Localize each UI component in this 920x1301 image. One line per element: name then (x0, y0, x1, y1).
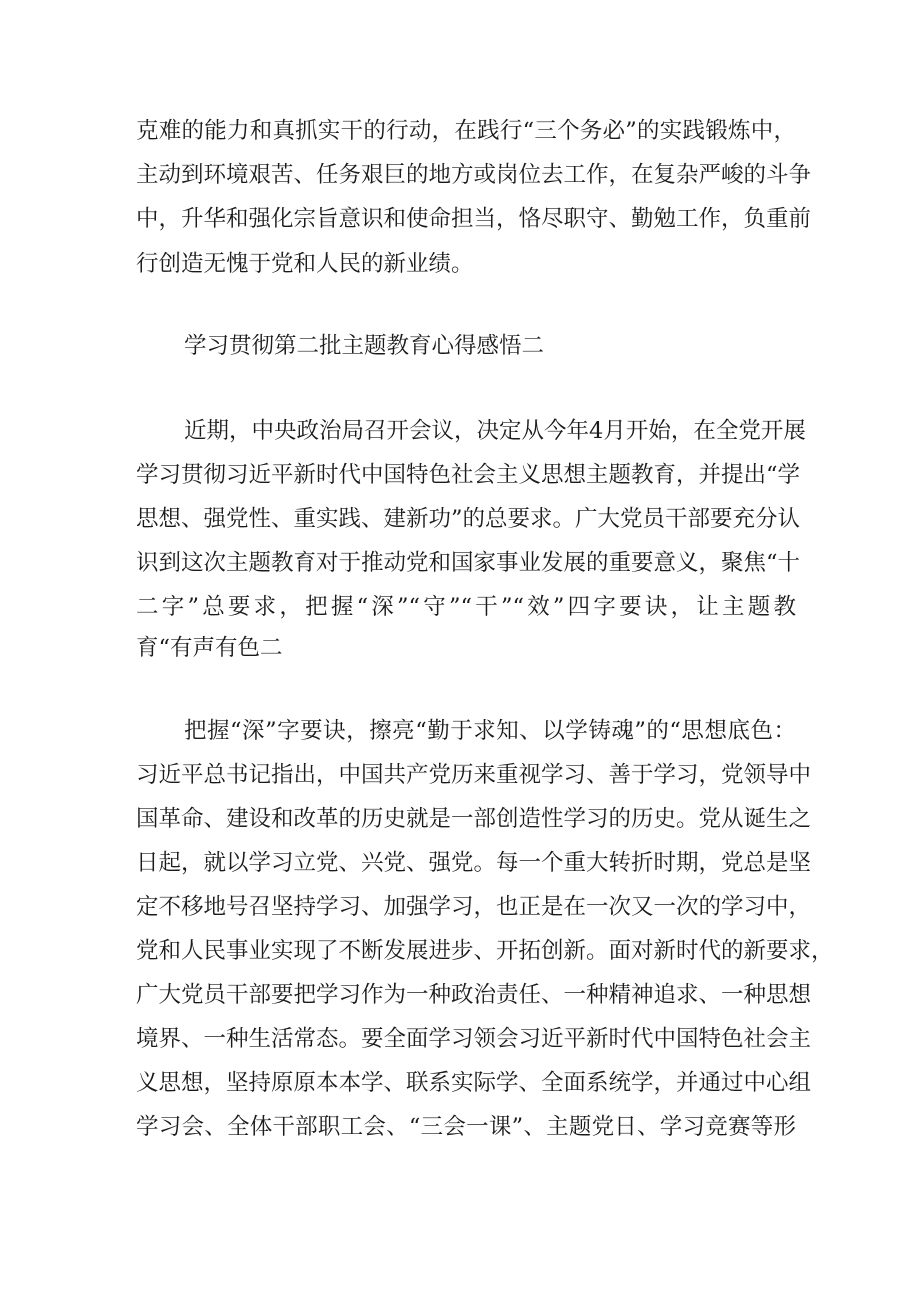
paragraph-line: 习近平总书记指出，中国共产党历来重视学习、善于学习，党领导中 (136, 762, 812, 788)
paragraph-line: 二字”总要求，把握“深”“守”“干”“效”四字要诀，让主题教 (136, 594, 796, 620)
paragraph-line: 中，升华和强化宗旨意识和使命担当，恪尽职守、勤勉工作，负重前 (136, 206, 812, 232)
paragraph-line: 国革命、建设和改革的历史就是一部创造性学习的历史。党从诞生之 (136, 806, 812, 832)
paragraph-line: 学习贯彻习近平新时代中国特色社会主义思想主题教育，并提出“学 (136, 462, 801, 488)
paragraph-line: 克难的能力和真抓实干的行动，在践行“三个务必”的实践锻炼中， (136, 118, 796, 144)
section-heading: 学习贯彻第二批主题教育心得感悟二 (184, 333, 545, 359)
paragraph-line: 义思想，坚持原原本本学、联系实际学、全面系统学，并通过中心组 (136, 1070, 812, 1096)
paragraph-line: 境界、一种生活常态。要全面学习领会习近平新时代中国特色社会主 (136, 1026, 812, 1052)
paragraph-line: 日起，就以学习立党、兴党、强党。每一个重大转折时期，党总是坚 (136, 850, 812, 876)
paragraph-line: 主动到环境艰苦、任务艰巨的地方或岗位去工作，在复杂严峻的斗争 (136, 162, 812, 188)
paragraph-line: 育“有声有色二 (136, 635, 283, 661)
paragraph-line: 学习会、全体干部职工会、“三会一课”、主题党日、学习竞赛等形 (136, 1114, 796, 1140)
paragraph-line: 把握“深”字要诀，擦亮“勤于求知、以学铸魂”的“思想底色： (184, 718, 796, 744)
paragraph-line: 党和人民事业实现了不断发展进步、开拓创新。面对新时代的新要求， (136, 938, 834, 964)
paragraph-line: 识到这次主题教育对于推动党和国家事业发展的重要意义，聚焦“十 (136, 550, 801, 576)
paragraph-line: 思想、强党性、重实践、建新功”的总要求。广大党员干部要充分认 (136, 506, 801, 532)
paragraph-line: 行创造无愧于党和人民的新业绩。 (136, 251, 474, 277)
paragraph-line: 定不移地号召坚持学习、加强学习，也正是在一次又一次的学习中， (136, 894, 812, 920)
paragraph-line: 近期，中央政治局召开会议，决定从今年4月开始，在全党开展 (184, 418, 806, 444)
paragraph-line: 广大党员干部要把学习作为一种政治责任、一种精神追求、一种思想 (136, 982, 812, 1008)
